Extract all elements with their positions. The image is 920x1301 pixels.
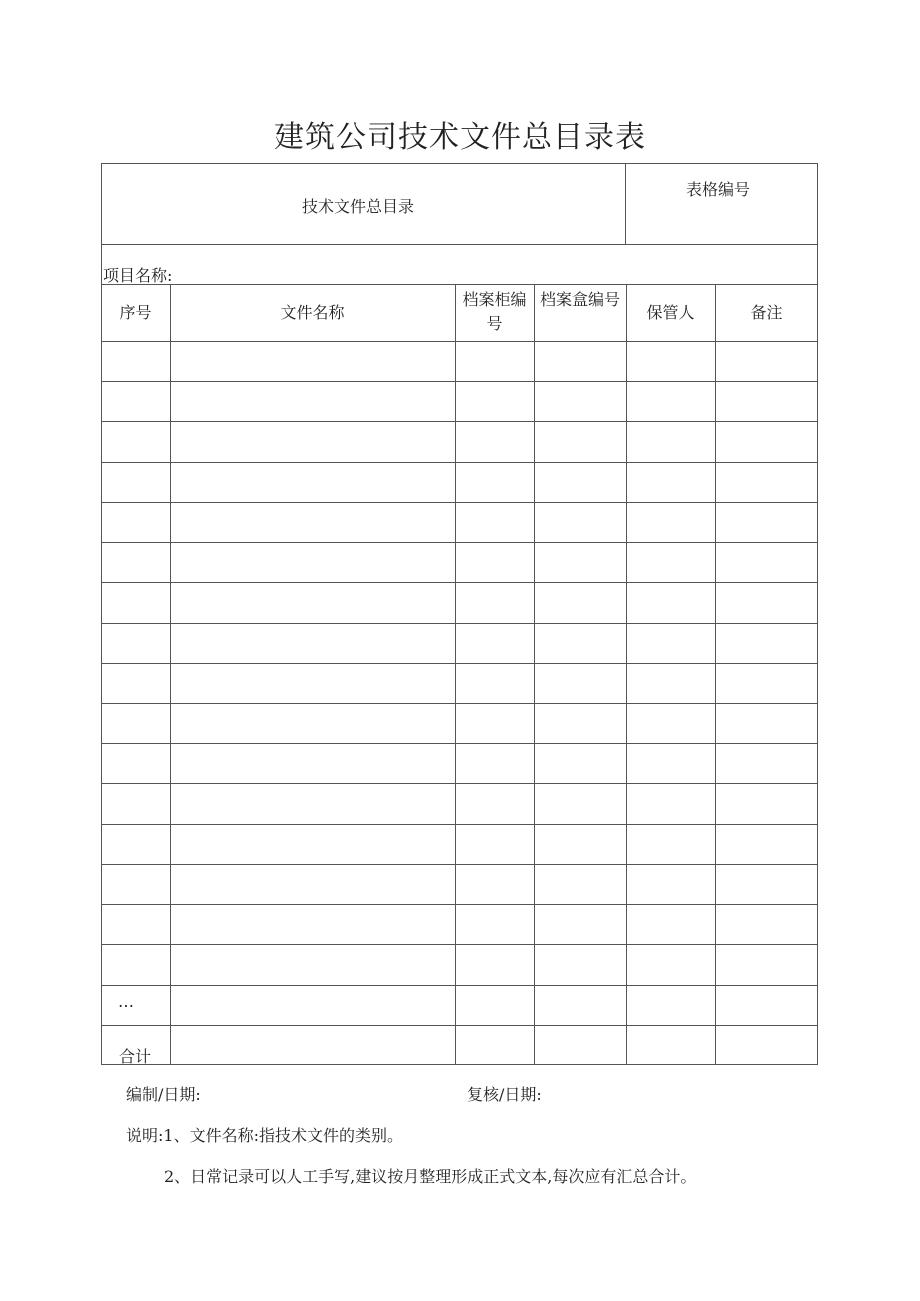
col-cabinet-header-line1: 档案柜编 xyxy=(462,290,527,309)
column-divider xyxy=(455,284,456,1065)
table-row xyxy=(101,381,818,382)
table-row xyxy=(101,1025,818,1026)
col-box-header: 档案盒编号 xyxy=(539,290,620,309)
project-name-label: 项目名称: xyxy=(103,266,173,285)
table-row xyxy=(101,462,818,463)
document-title: 建筑公司技术文件总目录表 xyxy=(274,120,646,155)
form-number-label: 表格编号 xyxy=(686,180,751,199)
table-row xyxy=(101,703,818,704)
row-total-label: 合计 xyxy=(119,1047,152,1066)
table-row xyxy=(101,502,818,503)
column-divider xyxy=(626,284,627,1065)
table-row xyxy=(101,944,818,945)
row-ellipsis: … xyxy=(118,992,134,1011)
table-row xyxy=(101,824,818,825)
table-row xyxy=(101,623,818,624)
column-divider xyxy=(534,284,535,1065)
table-row xyxy=(101,783,818,784)
table-row xyxy=(101,421,818,422)
prepared-by-label: 编制/日期: xyxy=(126,1085,201,1104)
note-1: 说明:1、文件名称:指技术文件的类别。 xyxy=(126,1126,403,1145)
header-left-label: 技术文件总目录 xyxy=(302,197,415,216)
project-row-bottom-line xyxy=(101,284,818,285)
header-bottom-line xyxy=(101,244,818,245)
col-filename-header: 文件名称 xyxy=(280,303,345,322)
col-keeper-header: 保管人 xyxy=(646,303,695,322)
table-row xyxy=(101,341,818,342)
column-divider xyxy=(715,284,716,1065)
col-cabinet-header-line2: 号 xyxy=(486,314,503,333)
reviewed-by-label: 复核/日期: xyxy=(467,1085,542,1104)
table-row xyxy=(101,743,818,744)
header-divider xyxy=(625,163,626,245)
table-row xyxy=(101,985,818,986)
table-row xyxy=(101,542,818,543)
column-divider xyxy=(170,284,171,1065)
table-row xyxy=(101,904,818,905)
table-row xyxy=(101,582,818,583)
col-remarks-header: 备注 xyxy=(750,303,783,322)
table-row xyxy=(101,864,818,865)
col-index-header: 序号 xyxy=(119,303,152,322)
note-2: 2、日常记录可以人工手写,建议按月整理形成正式文本,每次应有汇总合计。 xyxy=(164,1167,697,1186)
table-row xyxy=(101,663,818,664)
